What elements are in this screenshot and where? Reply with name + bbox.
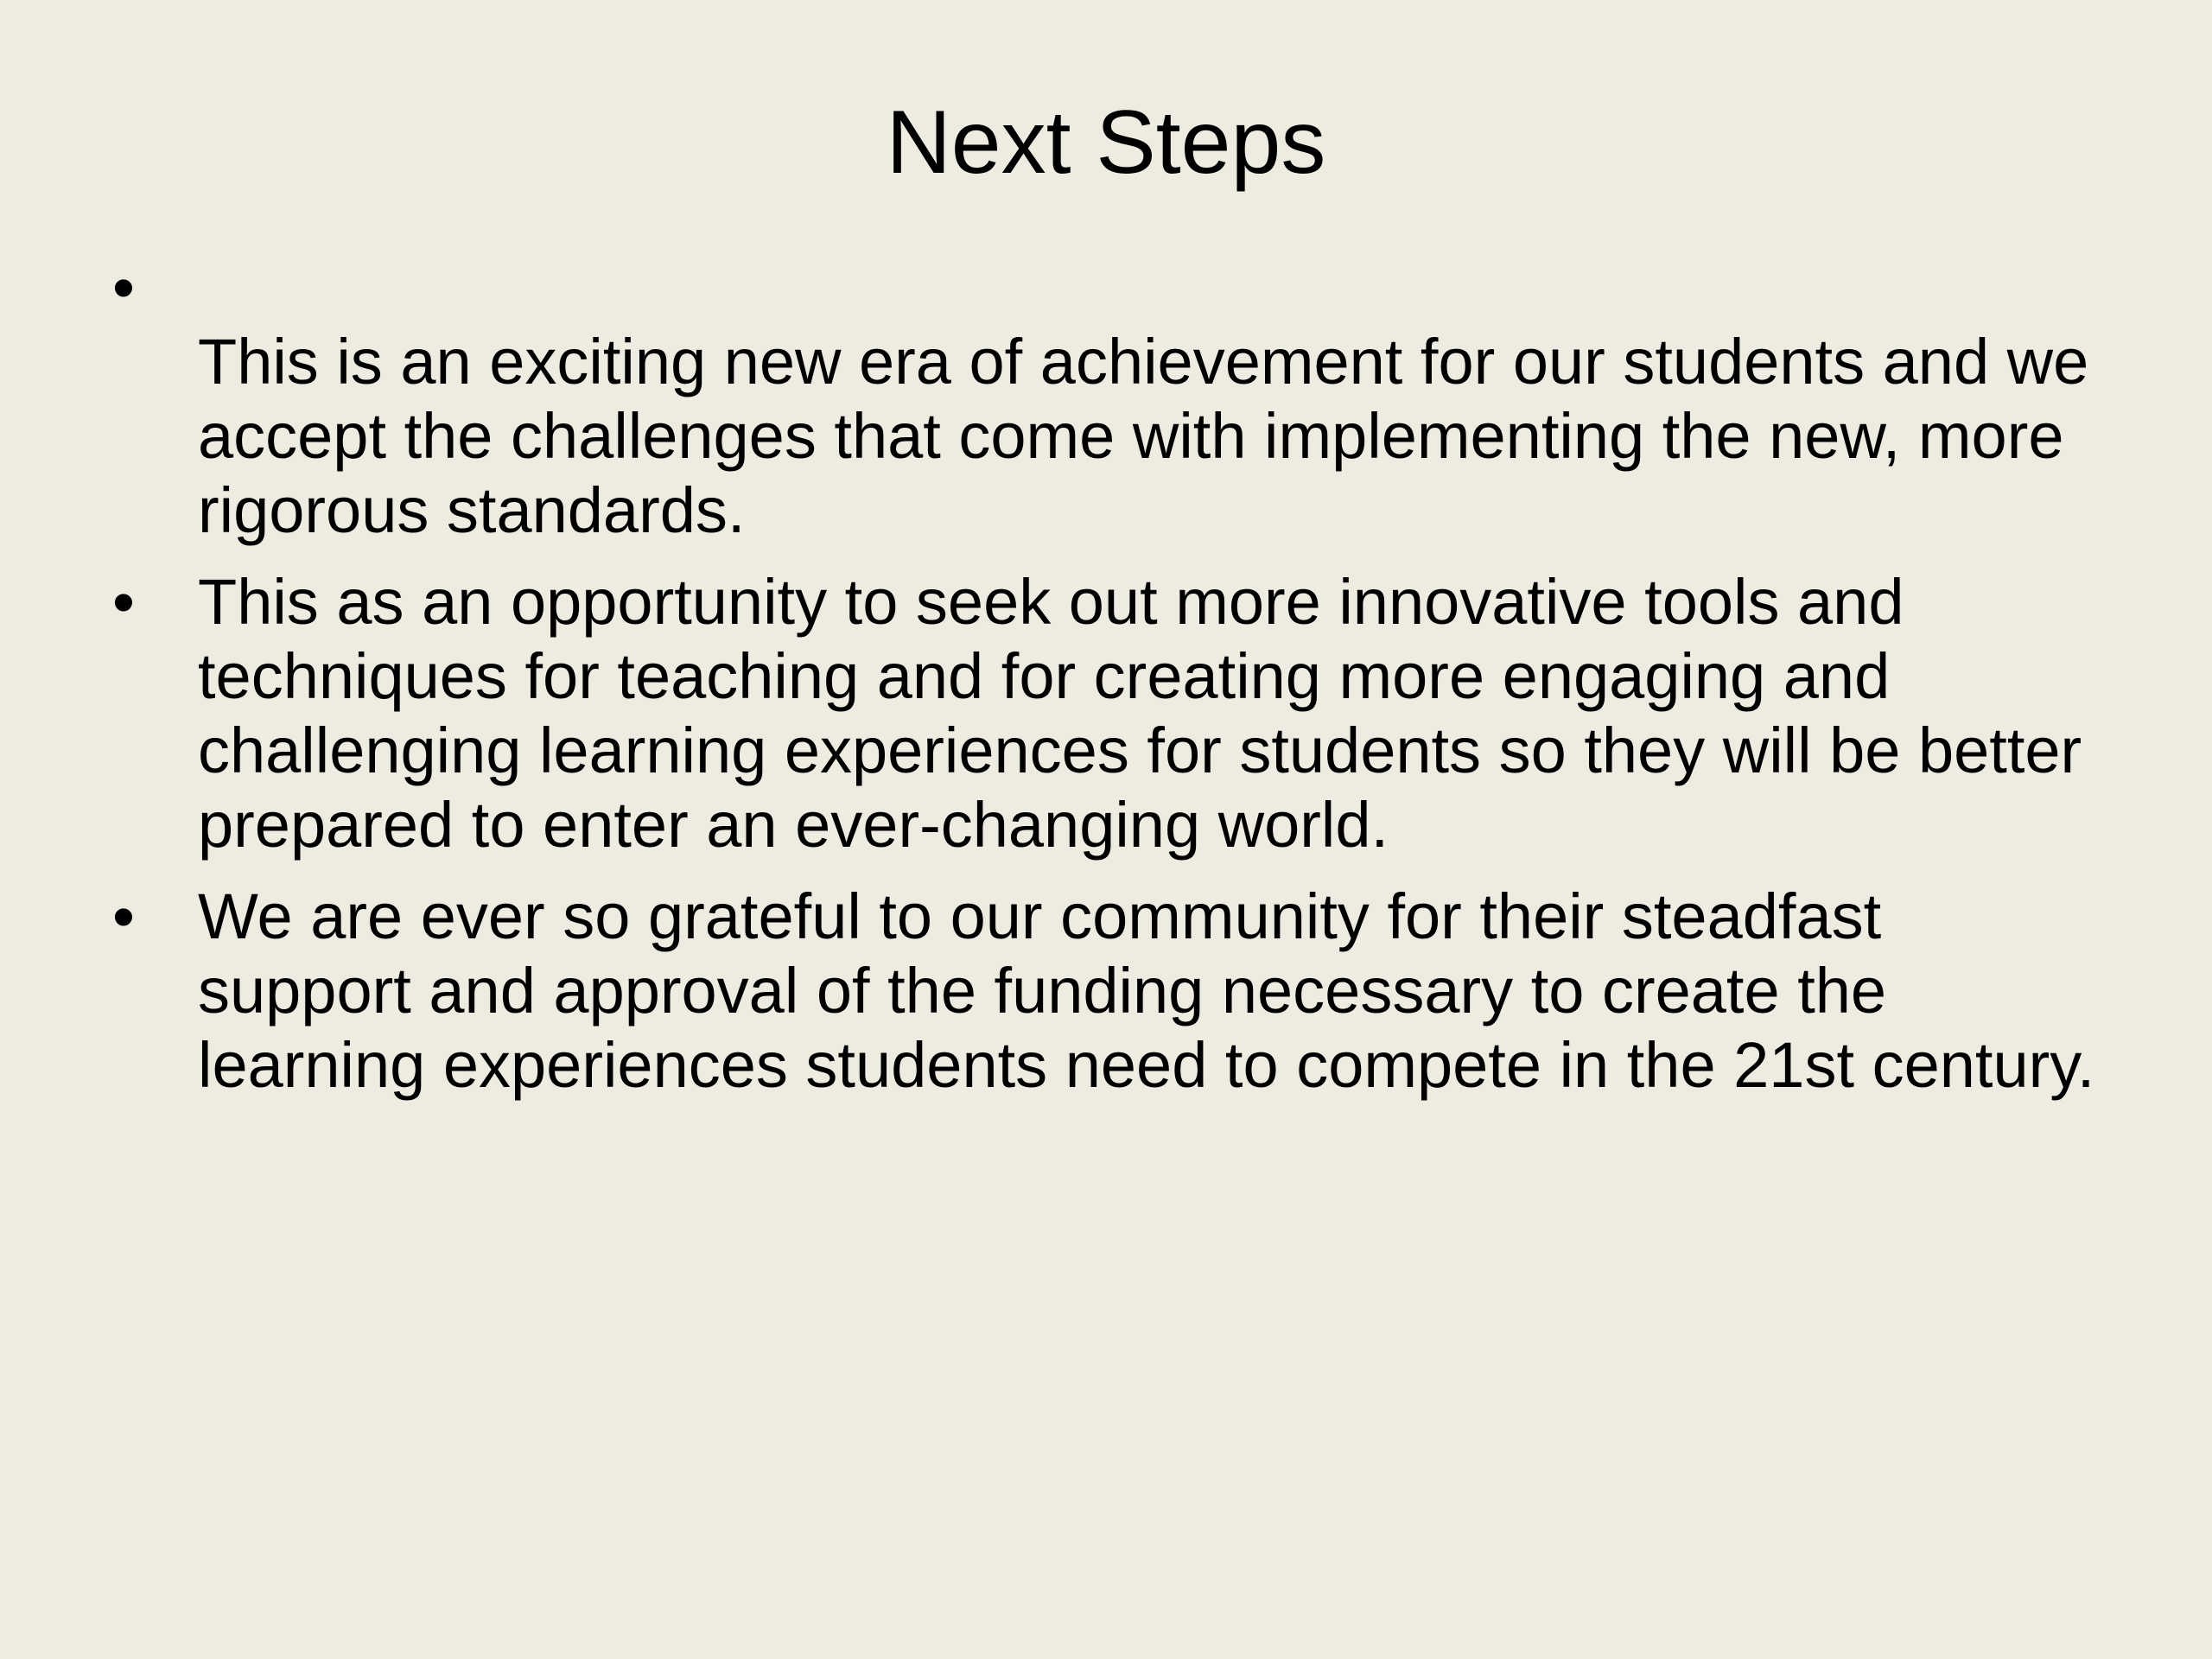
bullet-item <box>112 880 2100 1103</box>
bullet-icon: • <box>112 251 135 323</box>
bullet-text: This is an exciting new era of achievement for our students and we accept the challenges that come with implementing the new, more rigorous standards. <box>198 326 2089 546</box>
bullet-item <box>112 251 2100 548</box>
bullet-item <box>112 565 2100 862</box>
bullet-icon: • <box>112 880 135 952</box>
bullet-icon: • <box>112 566 135 638</box>
bullet-text: We are ever so grateful to our community for their steadfast support and approval of the funding necessary to create the learning experiences students need to compete in the 21st century. <box>198 880 2095 1101</box>
bullet-list <box>112 251 2100 1120</box>
slide-title: Next Steps <box>886 92 1326 193</box>
bullet-text: This as an opportunity to seek out more innovative tools and techniques for teaching and for creating more engaging and challenging learning experiences for students so they will be better prepared to enter an ever-changing world. <box>198 566 2082 861</box>
